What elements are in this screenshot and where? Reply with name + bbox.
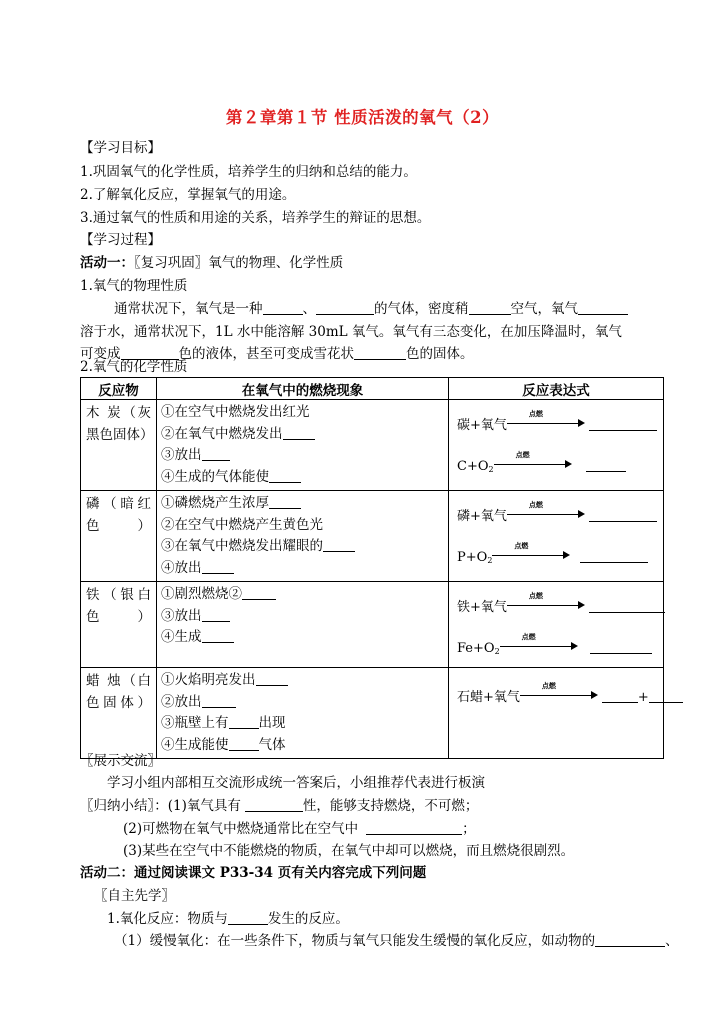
table-row xyxy=(81,668,664,759)
summary-line-3: (3)某些在空气中不能燃烧的物质，在氧气中却可以燃烧，而且燃烧很剧烈。 xyxy=(123,843,575,859)
summary-line-2 xyxy=(123,820,476,838)
answer-blank[interactable] xyxy=(269,468,301,483)
reaction-arrow-icon xyxy=(507,591,585,610)
equation-left: C+O xyxy=(457,459,489,474)
chemical-heading: 2.氧气的化学性质 xyxy=(80,359,188,375)
answer-blank[interactable] xyxy=(580,548,648,563)
text: 1.氧化反应：物质与 xyxy=(107,911,228,927)
reaction-arrow-icon xyxy=(494,450,572,469)
answer-blank[interactable] xyxy=(202,693,236,708)
phenomenon: ④生成的气体能使 xyxy=(161,468,269,485)
goal-item-1: 1.巩固氧气的化学性质，培养学生的归纳和总结的能力。 xyxy=(80,164,417,180)
phenomena-candle xyxy=(157,668,449,759)
text: 通常状况下，氧气是一种 xyxy=(114,301,263,317)
equation-left: P+O xyxy=(457,550,488,565)
phenomenon: ②放出 xyxy=(161,693,202,710)
answer-blank[interactable] xyxy=(269,494,301,509)
text: 、 xyxy=(302,301,316,317)
answer-blank[interactable] xyxy=(283,425,315,440)
text: ； xyxy=(462,821,476,837)
reactant-candle: 蜡 烛（白色固体） xyxy=(81,668,157,759)
phenomenon: ③瓶壁上有 xyxy=(161,715,229,731)
answer-blank[interactable] xyxy=(242,585,276,600)
reaction-arrow-icon xyxy=(520,681,598,700)
answer-blank[interactable] xyxy=(323,537,355,552)
phenomenon: ④放出 xyxy=(161,559,202,576)
answer-blank[interactable] xyxy=(595,932,665,947)
answer-blank[interactable] xyxy=(589,507,657,522)
exchange-heading: 〖展示交流〗 xyxy=(80,753,161,769)
arrow-condition: 点燃 xyxy=(528,500,543,509)
answer-blank[interactable] xyxy=(578,300,628,315)
answer-blank[interactable] xyxy=(202,446,230,461)
table-header-row xyxy=(81,378,664,400)
activity1-title: 〖复习巩固〗 xyxy=(134,255,209,271)
goals-heading: 【学习目标】 xyxy=(80,140,161,156)
phenomenon: ①火焰明亮发出 xyxy=(161,672,256,688)
phenomenon-tail: 气体 xyxy=(258,736,286,753)
reactant-phosphorus: 磷（暗红色） xyxy=(81,491,157,582)
answer-blank[interactable] xyxy=(602,688,638,703)
text: 色的固体。 xyxy=(406,346,474,362)
summary-heading: 〖归纳小结〗 xyxy=(80,798,155,814)
symbol-equation xyxy=(457,450,626,474)
answer-blank[interactable] xyxy=(202,607,230,622)
header-phenomenon: 在氧气中的燃烧现象 xyxy=(157,378,449,400)
phenomenon: ③在氧气中燃烧发出耀眼的 xyxy=(161,538,323,554)
phenomenon: ③放出 xyxy=(161,607,202,624)
answer-blank[interactable] xyxy=(316,300,374,315)
answer-blank[interactable] xyxy=(649,688,683,703)
activity1-rest: 氧气的物理、化学性质 xyxy=(208,255,344,271)
self-first-heading: 〖自主先学〗 xyxy=(94,888,175,904)
summary-line-1 xyxy=(80,797,478,815)
word-equation xyxy=(457,681,683,705)
plus-sign: + xyxy=(637,690,649,705)
word-equation xyxy=(457,500,657,524)
subscript: 2 xyxy=(487,556,493,565)
physical-para-2: 溶于水，通常状况下，1L 水中能溶解 30mL 氧气。氧气有三态变化，在加压降温时，氧气 xyxy=(80,324,622,340)
text: （1）缓慢氧化：在一些条件下，物质与氧气只能发生缓慢的氧化反应，如动物的 xyxy=(114,933,596,949)
arrow-condition: 点燃 xyxy=(521,632,536,641)
activity2-title: 活动二：通过阅读课文 P33-34 页有关内容完成下列问题 xyxy=(80,865,427,881)
expression-iron xyxy=(449,582,664,668)
table-row xyxy=(81,491,664,582)
phenomenon: ②在氧气中燃烧发出 xyxy=(161,425,283,442)
text: 的气体，密度稍 xyxy=(374,301,469,317)
text: 色的液体，甚至可变成雪花状 xyxy=(178,346,354,362)
header-expression: 反应表达式 xyxy=(449,378,664,400)
arrow-condition: 点燃 xyxy=(528,409,543,418)
text: (2)可燃物在氧气中燃烧通常比在空气中 xyxy=(123,821,359,837)
equation-left: 铁+氧气 xyxy=(457,600,507,615)
answer-blank[interactable] xyxy=(354,345,406,360)
physical-heading: 1.氧气的物理性质 xyxy=(80,278,188,294)
phenomenon: ①剧烈燃烧② xyxy=(161,586,242,602)
answer-blank[interactable] xyxy=(256,671,288,686)
phenomenon: ③放出 xyxy=(161,447,202,463)
answer-blank[interactable] xyxy=(228,910,268,925)
reaction-arrow-icon xyxy=(507,500,585,519)
arrow-condition: 点燃 xyxy=(528,591,543,600)
goal-item-2: 2.了解氧化反应，掌握氧气的用途。 xyxy=(80,187,296,203)
answer-blank[interactable] xyxy=(590,639,652,654)
expression-candle xyxy=(449,668,664,759)
reaction-arrow-icon xyxy=(507,409,585,428)
exchange-text: 学习小组内部相互交流形成统一答案后，小组推荐代表进行板演 xyxy=(107,775,485,791)
answer-blank[interactable] xyxy=(202,559,234,574)
equation-left: 碳+氧气 xyxy=(457,418,507,433)
answer-blank[interactable] xyxy=(245,797,303,812)
word-equation xyxy=(457,591,665,615)
answer-blank[interactable] xyxy=(586,457,626,472)
table-row xyxy=(81,582,664,668)
phenomenon: ④生成 xyxy=(161,629,202,645)
phenomenon: ④生成能使 xyxy=(161,736,229,753)
symbol-equation xyxy=(457,632,652,656)
text: 、 xyxy=(665,933,679,949)
goal-item-3: 3.通过氧气的性质和用途的关系，培养学生的辩证的思想。 xyxy=(80,210,431,226)
expression-carbon xyxy=(449,400,664,491)
phenomenon: ②在空气中燃烧产生黄色光 xyxy=(161,516,323,533)
reactant-iron: 铁（银白色） xyxy=(81,582,157,668)
reactant-carbon: 木 炭（灰黑色固体） xyxy=(81,400,157,491)
answer-blank[interactable] xyxy=(366,820,462,835)
word-equation xyxy=(457,409,657,433)
physical-para-1 xyxy=(114,300,628,318)
expression-phosphorus xyxy=(449,491,664,582)
answer-blank[interactable] xyxy=(229,714,259,729)
symbol-equation xyxy=(457,541,648,565)
arrow-condition: 点燃 xyxy=(541,681,556,690)
answer-blank[interactable] xyxy=(263,300,303,315)
phenomena-carbon xyxy=(157,400,449,491)
text: 可变成 xyxy=(80,346,121,362)
table-row xyxy=(81,400,664,491)
oxidation-question xyxy=(107,910,349,928)
text: 空气，氧气 xyxy=(510,301,578,317)
answer-blank[interactable] xyxy=(589,416,657,431)
text: 发生的反应。 xyxy=(267,911,349,927)
phenomena-phosphorus xyxy=(157,491,449,582)
text: ：(1)氧气具有 xyxy=(154,798,241,814)
process-heading: 【学习过程】 xyxy=(80,232,161,248)
arrow-condition: 点燃 xyxy=(514,541,529,550)
reaction-table xyxy=(80,377,664,759)
text: 性，能够支持燃烧，不可燃； xyxy=(302,798,479,814)
phenomenon: ①在空气中燃烧发出红光 xyxy=(161,404,310,420)
answer-blank[interactable] xyxy=(202,628,234,643)
slow-oxidation-question xyxy=(114,932,679,950)
subscript: 2 xyxy=(494,647,500,656)
phenomena-iron xyxy=(157,582,449,668)
activity1-label: 活动一： xyxy=(80,255,134,271)
answer-blank[interactable] xyxy=(229,736,259,751)
header-reactant: 反应物 xyxy=(81,378,157,400)
arrow-condition: 点燃 xyxy=(515,450,530,459)
reaction-arrow-icon xyxy=(492,541,570,560)
answer-blank[interactable] xyxy=(469,300,511,315)
equation-left: 磷+氧气 xyxy=(457,509,507,524)
equation-left: 石蜡+氧气 xyxy=(457,690,520,705)
phenomenon-tail: 出现 xyxy=(258,715,286,731)
subscript: 2 xyxy=(488,465,494,474)
reaction-arrow-icon xyxy=(500,632,578,651)
activity1-line xyxy=(80,254,343,272)
equation-left: Fe+O xyxy=(457,641,495,656)
phenomenon: ①磷燃烧产生浓厚 xyxy=(161,495,269,511)
page-title: 第２章第１节 性质活泼的氧气（2） xyxy=(225,108,500,127)
answer-blank[interactable] xyxy=(589,598,665,613)
